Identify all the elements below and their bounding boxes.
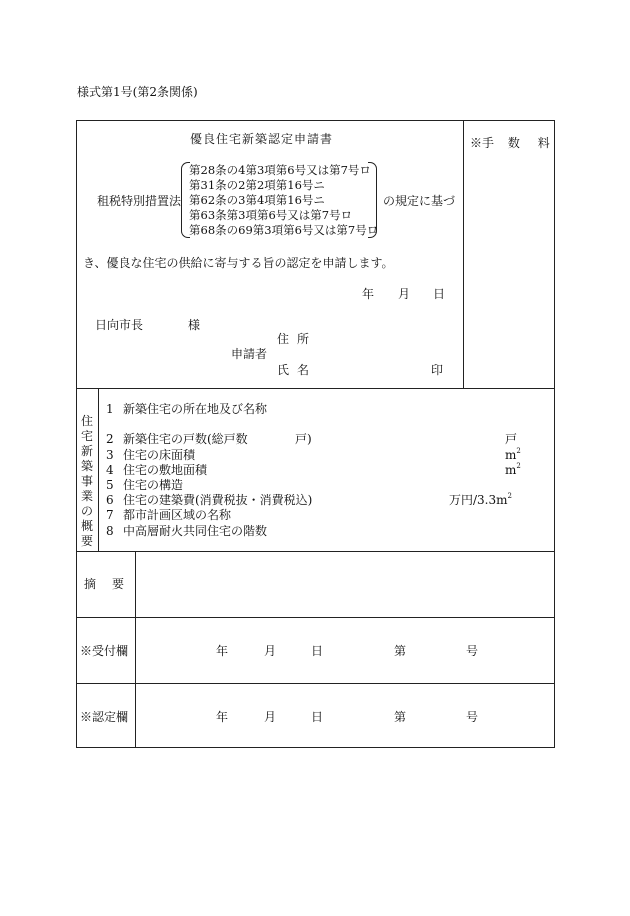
item-location-name: 新築住宅の所在地及び名称 bbox=[123, 402, 268, 416]
divider-certification bbox=[76, 683, 555, 684]
item-construction-cost: 住宅の建築費(消費税抜・消費税込) bbox=[123, 493, 313, 507]
unit-count-unit: 戸 bbox=[505, 432, 518, 446]
divider-summary bbox=[76, 551, 555, 552]
fee-label-3: 料 bbox=[537, 136, 550, 150]
unit-superscript: 2 bbox=[516, 462, 521, 470]
right-bracket bbox=[368, 162, 377, 238]
overview-label-char: の bbox=[80, 504, 93, 518]
clause-item: 第62条の3第4項第16号ニ bbox=[189, 193, 325, 207]
overview-label bbox=[80, 414, 94, 549]
item-floor-area: 住宅の床面積 bbox=[123, 448, 196, 462]
date-year-label: 年 bbox=[362, 287, 375, 301]
applicant-address-label: 住所 bbox=[277, 332, 318, 346]
clause-list bbox=[189, 163, 378, 238]
certification-number-prefix: 第 bbox=[394, 710, 407, 724]
overview-label-char: 業 bbox=[80, 489, 93, 503]
unit-text: 万円/3.3m bbox=[449, 493, 508, 507]
construction-cost-unit bbox=[449, 494, 512, 506]
overview-label-char: 宅 bbox=[80, 429, 93, 443]
certification-day: 日 bbox=[311, 710, 324, 724]
item-structure: 住宅の構造 bbox=[123, 478, 184, 492]
item-site-area: 住宅の敷地面積 bbox=[123, 463, 208, 477]
certification-number-suffix: 号 bbox=[466, 710, 479, 724]
item-number: 7 bbox=[106, 508, 114, 522]
certification-month: 月 bbox=[264, 710, 277, 724]
date-day-label: 日 bbox=[433, 287, 446, 301]
addressee-mayor: 日向市長 bbox=[95, 318, 144, 332]
fee-label-1: ※手 bbox=[470, 136, 495, 150]
item-number: 1 bbox=[106, 402, 114, 416]
reception-month: 月 bbox=[264, 644, 277, 658]
item-number: 2 bbox=[106, 432, 114, 446]
reception-label: ※受付欄 bbox=[80, 644, 129, 658]
item-number: 6 bbox=[106, 493, 114, 507]
divider-reception bbox=[76, 617, 555, 618]
applicant-label: 申請者 bbox=[231, 347, 268, 361]
item-city-planning-area: 都市計画区域の名称 bbox=[123, 508, 232, 522]
fee-label bbox=[470, 137, 550, 149]
certification-label: ※認定欄 bbox=[80, 710, 129, 724]
overview-label-char: 要 bbox=[80, 534, 93, 548]
overview-label-char: 概 bbox=[80, 519, 93, 533]
overview-label-char: 新 bbox=[80, 444, 93, 458]
unit-superscript: 2 bbox=[516, 447, 521, 455]
item-number: 3 bbox=[106, 448, 114, 462]
item-floor-count: 中高層耐火共同住宅の階数 bbox=[123, 524, 268, 538]
summary-field[interactable] bbox=[140, 556, 550, 612]
clause-item: 第68条の69第3項第6号又は第7号ロ bbox=[189, 223, 379, 237]
application-statement: き、優良な住宅の供給に寄与する旨の認定を申請します。 bbox=[83, 256, 394, 270]
item-number: 4 bbox=[106, 463, 114, 477]
clause-item: 第31条の2第2項第16号ニ bbox=[189, 178, 325, 192]
item-number: 8 bbox=[106, 524, 114, 538]
seal-mark: 印 bbox=[431, 363, 444, 377]
applicant-name-label: 氏名 bbox=[277, 363, 318, 377]
fee-label-2: 数 bbox=[507, 136, 520, 150]
addressee-honorific: 様 bbox=[188, 318, 201, 332]
item-unit-count-close: 戸) bbox=[295, 432, 312, 446]
unit-text: m bbox=[505, 463, 517, 477]
summary-label: 摘要 bbox=[84, 577, 141, 591]
unit-superscript: 2 bbox=[507, 492, 512, 500]
basis-text: の規定に基づ bbox=[383, 194, 456, 208]
item-unit-count: 新築住宅の戸数(総戸数 bbox=[123, 432, 248, 446]
reception-number-suffix: 号 bbox=[466, 644, 479, 658]
fee-column-divider bbox=[463, 120, 464, 388]
floor-area-unit bbox=[505, 449, 521, 461]
date-month-label: 月 bbox=[398, 287, 411, 301]
form-title: 優良住宅新築認定申請書 bbox=[190, 132, 334, 146]
divider-overview bbox=[76, 388, 555, 389]
clause-item: 第28条の4第3項第6号又は第7号ロ bbox=[189, 163, 371, 177]
reception-year: 年 bbox=[216, 644, 229, 658]
unit-text: m bbox=[505, 448, 517, 462]
form-id: 様式第1号(第2条関係) bbox=[77, 85, 198, 99]
overview-label-char: 事 bbox=[80, 474, 93, 488]
reception-day: 日 bbox=[311, 644, 324, 658]
clause-item: 第63条第3項第6号又は第7号ロ bbox=[189, 208, 353, 222]
certification-year: 年 bbox=[216, 710, 229, 724]
reception-number-prefix: 第 bbox=[394, 644, 407, 658]
site-area-unit bbox=[505, 464, 521, 476]
item-number: 5 bbox=[106, 478, 114, 492]
overview-label-char: 築 bbox=[80, 459, 93, 473]
overview-label-char: 住 bbox=[80, 414, 93, 428]
overview-label-divider bbox=[98, 388, 99, 552]
law-name: 租税特別措置法 bbox=[97, 194, 182, 208]
